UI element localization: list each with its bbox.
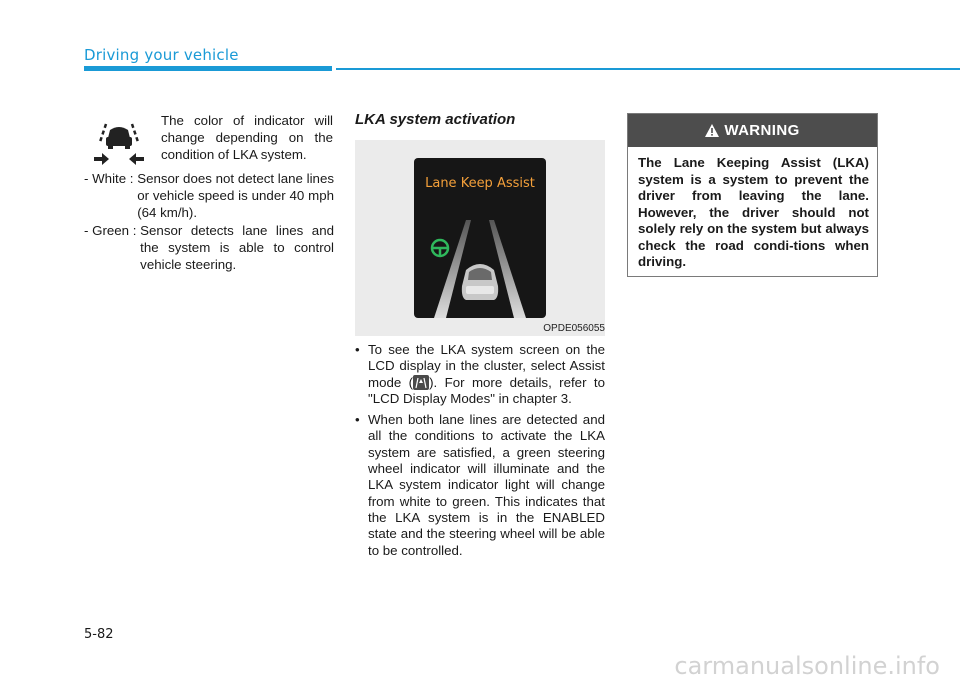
bullet-text: To see the LKA system screen on the LCD display in the cluster, select Assist mode ( ). For more details, refer to "LCD Display Modes" in chapter 3. xyxy=(368,342,605,406)
definition-description: Sensor detects lane lines and the system is able to control vehicle steering. xyxy=(140,223,334,272)
header-rule-thin xyxy=(336,68,960,70)
definition-description: Sensor does not detect lane lines or vehicle speed is under 40 mph (64 km/h). xyxy=(137,171,334,220)
definition-white xyxy=(84,170,334,221)
warning-box xyxy=(627,113,878,277)
figure-code: OPDE056055 xyxy=(543,323,605,334)
bullet-list xyxy=(355,342,605,564)
assist-mode-icon xyxy=(413,375,429,390)
bullet-dot: • xyxy=(355,412,360,428)
section-title: Driving your vehicle xyxy=(84,46,239,64)
list-item xyxy=(355,342,605,407)
indicator-description: The color of indicator will change depending on the condition of LKA system. xyxy=(161,113,333,162)
list-item xyxy=(355,412,605,559)
warning-body: The Lane Keeping Assist (LKA) system is a system to prevent the driver from leaving the lane. However, the driver should not solely rely on the system but always check the road condi-tions when driving. xyxy=(638,155,869,269)
watermark: carmanualsonline.info xyxy=(674,652,940,680)
cluster-screen xyxy=(414,158,546,318)
page-number: 5-82 xyxy=(84,627,114,642)
header-rule-thick xyxy=(84,66,332,71)
bullet-text: When both lane lines are detected and all the conditions to activate the LKA system are satisfied, a green steering wheel indicator will illuminate and the LKA system indicator light will change from white to green. This indicates that the LKA system is in the ENABLED state and the steering wheel will be able to be controlled. xyxy=(368,412,605,558)
lka-indicator-icon xyxy=(84,112,154,168)
warning-title: WARNING xyxy=(724,122,800,139)
warning-triangle-icon xyxy=(705,124,719,137)
lane-car-graphic xyxy=(414,158,546,318)
screen-title: Lane Keep Assist xyxy=(425,176,535,191)
cluster-figure xyxy=(355,140,605,336)
bullet-dot: • xyxy=(355,342,360,357)
definition-term: - White : xyxy=(84,171,138,186)
lka-activation-heading: LKA system activation xyxy=(355,111,516,128)
definition-green xyxy=(84,222,334,273)
definition-term: - Green : xyxy=(84,223,141,238)
warning-header xyxy=(628,114,877,147)
